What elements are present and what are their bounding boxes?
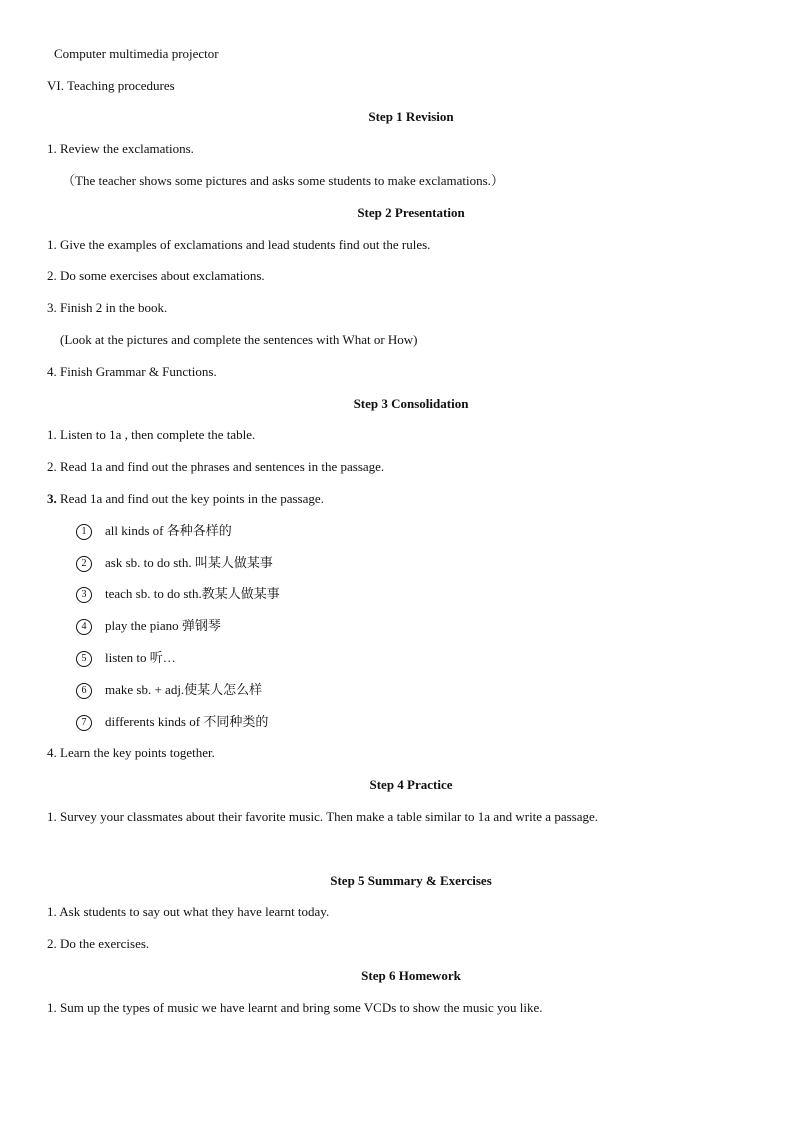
step2-item-note: (Look at the pictures and complete the sentences with What or How) <box>60 332 418 347</box>
circled-number-7: 7 <box>76 715 92 731</box>
step2-item-4: 4. Finish Grammar & Functions. <box>47 364 217 379</box>
key-point-text: listen to 听… <box>105 650 176 665</box>
step3-item-3-text: Read 1a and find out the key points in the passage. <box>56 491 324 506</box>
step1-heading: Step 1 Revision <box>368 109 454 124</box>
equipment-line: Computer multimedia projector <box>54 46 219 61</box>
step3-item-2: 2. Read 1a and find out the phrases and sentences in the passage. <box>47 459 385 474</box>
circled-number-6: 6 <box>76 683 92 699</box>
circled-number-5: 5 <box>76 651 92 667</box>
key-point-text: make sb. + adj.使某人怎么样 <box>105 682 263 697</box>
key-point-text: all kinds of 各种各样的 <box>105 523 232 538</box>
circled-number-3: 3 <box>76 587 92 603</box>
step3-item-3-number: 3. <box>47 491 57 506</box>
key-point <box>76 618 221 635</box>
step1-item-1: 1. Review the exclamations. <box>47 141 194 156</box>
step6-item-1: 1. Sum up the types of music we have learnt and bring some VCDs to show the music you like. <box>47 1000 543 1015</box>
step6-heading: Step 6 Homework <box>361 968 461 983</box>
step4-heading: Step 4 Practice <box>369 777 453 792</box>
step3-item-1: 1. Listen to 1a , then complete the table. <box>47 427 256 442</box>
step5-heading: Step 5 Summary & Exercises <box>330 873 492 888</box>
key-point <box>76 523 232 540</box>
circled-number-2: 2 <box>76 556 92 572</box>
step2-heading: Step 2 Presentation <box>357 205 465 220</box>
step2-item-3: 3. Finish 2 in the book. <box>47 300 168 315</box>
key-point-text: play the piano 弹钢琴 <box>105 618 221 633</box>
key-point-text: ask sb. to do sth. 叫某人做某事 <box>105 555 273 570</box>
key-point <box>76 586 280 603</box>
circled-number-1: 1 <box>76 524 92 540</box>
step3-item-4: 4. Learn the key points together. <box>47 745 215 760</box>
step3-heading: Step 3 Consolidation <box>353 396 469 411</box>
key-point <box>76 650 176 667</box>
step4-item-1: 1. Survey your classmates about their favorite music. Then make a table similar to 1a and write a passage. <box>47 809 599 824</box>
key-point <box>76 555 273 572</box>
key-point <box>76 682 262 699</box>
step2-item-1: 1. Give the examples of exclamations and lead students find out the rules. <box>47 237 431 252</box>
section-title: VI. Teaching procedures <box>47 78 175 93</box>
step3-item-3 <box>47 491 324 507</box>
step5-item-2: 2. Do the exercises. <box>47 936 150 951</box>
key-point-text: differents kinds of 不同种类的 <box>105 714 269 729</box>
step1-item-note: （The teacher shows some pictures and asks some students to make exclamations.） <box>62 173 504 188</box>
key-point-text: teach sb. to do sth.教某人做某事 <box>105 586 280 601</box>
step2-item-2: 2. Do some exercises about exclamations. <box>47 268 265 283</box>
key-point <box>76 714 268 731</box>
circled-number-4: 4 <box>76 619 92 635</box>
step5-item-1: 1. Ask students to say out what they have learnt today. <box>47 904 330 919</box>
